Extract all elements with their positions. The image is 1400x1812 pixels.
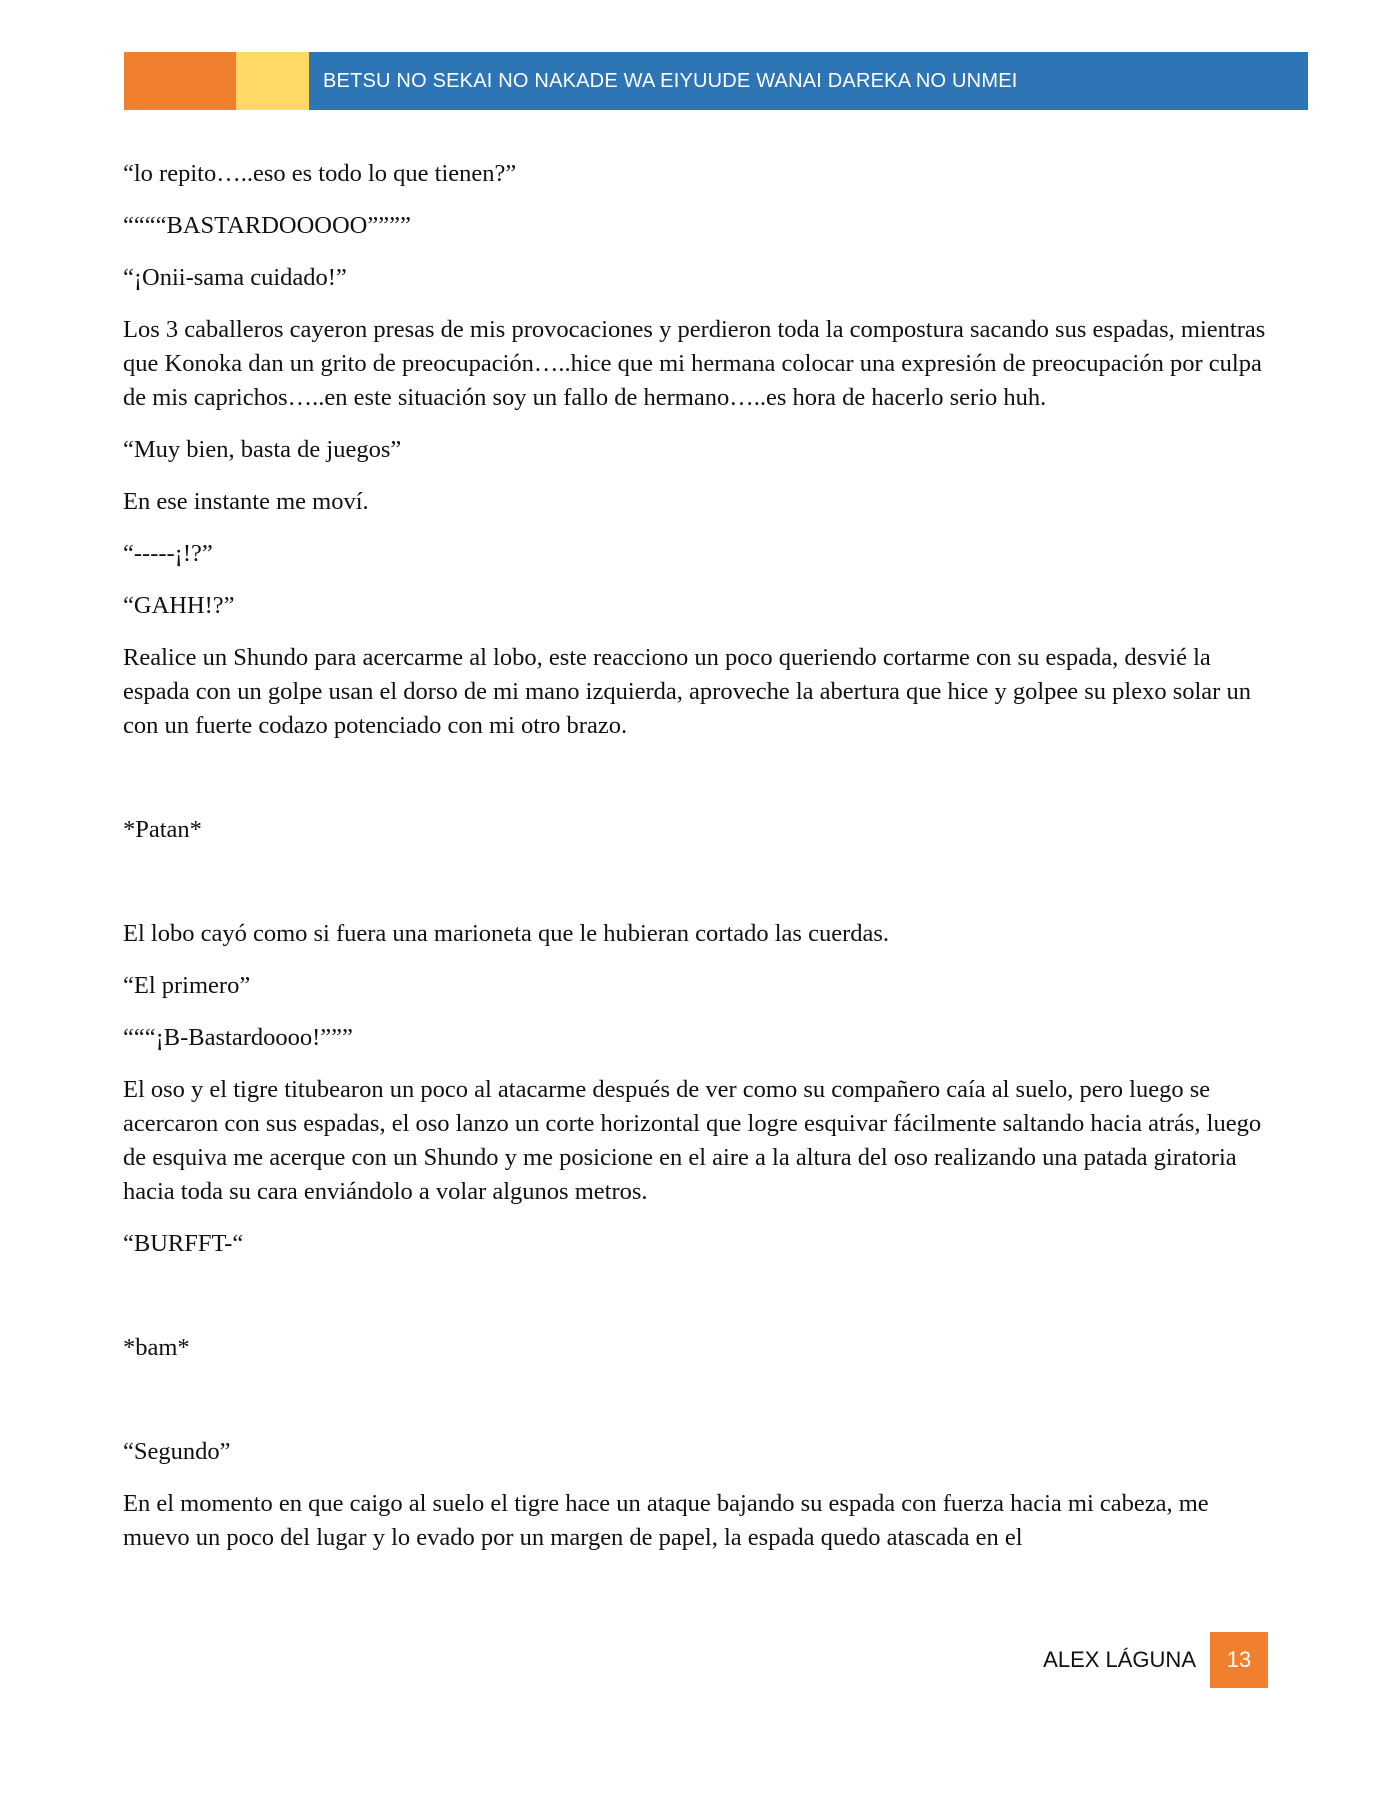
- header-title: BETSU NO SEKAI NO NAKADE WA EIYUUDE WANAI DAREKA NO UNMEI: [323, 69, 1018, 92]
- paragraph: El lobo cayó como si fuera una marioneta que le hubieran cortado las cuerdas.: [123, 920, 890, 947]
- paragraph: “BURFFT-“: [123, 1230, 244, 1257]
- paragraph: “¡Onii-sama cuidado!”: [123, 264, 347, 291]
- paragraph: “El primero”: [123, 972, 251, 999]
- footer-author: ALEX LÁGUNA: [1043, 1647, 1196, 1672]
- sound-effect: *bam*: [123, 1334, 190, 1361]
- paragraph: En el momento en que caigo al suelo el tigre hace un ataque bajando su espada con fuerza hacia mi cabeza, me muevo un poco del lugar y lo evado por un margen de papel, la espada quedo atascada en el: [123, 1490, 1209, 1551]
- paragraph: Realice un Shundo para acercarme al lobo, este reacciono un poco queriendo cortarme con su espada, desvié la espada con un golpe usan el dorso de mi mano izquierda, aproveche la abertura que hice y golpee su plexo solar un con un fuerte codazo potenciado con mi otro brazo.: [123, 644, 1251, 739]
- sound-effect: *Patan*: [123, 816, 202, 843]
- paragraph: “““¡B-Bastardoooo!”””: [123, 1024, 353, 1051]
- paragraph: En ese instante me moví.: [123, 488, 369, 515]
- blank-line: [123, 1279, 1273, 1331]
- paragraph: “lo repito…..eso es todo lo que tienen?”: [123, 160, 517, 187]
- paragraph: “GAHH!?”: [123, 592, 235, 619]
- header-title-bar: [309, 52, 1308, 110]
- page-number: 13: [1226, 1647, 1252, 1672]
- blank-line: [123, 865, 1273, 917]
- blank-line: [123, 1383, 1273, 1435]
- document-body: [123, 157, 1273, 1573]
- paragraph: El oso y el tigre titubearon un poco al atacarme después de ver como su compañero caía al suelo, pero luego se acercaron con sus espadas, el oso lanzo un corte horizontal que logre esquivar fácilmente saltando hacia atrás, luego de esquiva me acerque con un Shundo y me posicione en el aire a la altura del oso realizando una patada giratoria hacia toda su cara enviándolo a volar algunos metros.: [123, 1076, 1262, 1205]
- paragraph: “-----¡!?”: [123, 540, 213, 567]
- page-footer: [900, 1632, 1268, 1688]
- header-orange-block: [124, 52, 236, 110]
- page-number-badge: [1210, 1632, 1268, 1688]
- paragraph: Los 3 caballeros cayeron presas de mis provocaciones y perdieron toda la compostura sacando sus espadas, mientras que Konoka dan un grito de preocupación…..hice que mi hermana colocar una expresión de preocupación por culpa de mis caprichos…..en este situación soy un fallo de hermano…..es hora de hacerlo serio huh.: [123, 316, 1266, 411]
- paragraph: ““““BASTARDOOOOO””””: [123, 212, 411, 239]
- blank-line: [123, 761, 1273, 813]
- page-header: [124, 52, 1308, 110]
- paragraph: “Segundo”: [123, 1438, 231, 1465]
- header-yellow-block: [236, 52, 309, 110]
- paragraph: “Muy bien, basta de juegos”: [123, 436, 402, 463]
